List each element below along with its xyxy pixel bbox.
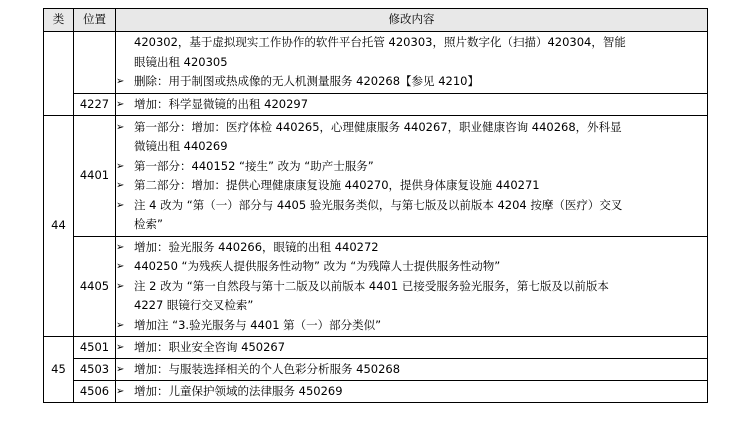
item-text: 4227 眼镜行交叉检索” bbox=[134, 298, 254, 313]
arrow-bullet-icon: ➢ bbox=[116, 261, 125, 273]
category-cell-empty bbox=[44, 32, 74, 116]
table-row bbox=[44, 359, 708, 381]
category-cell: 44 bbox=[44, 116, 74, 337]
item-text: 第一部分：增加：医疗体检 440265，心理健康服务 440267，职业健康咨询 440268，外科显 bbox=[134, 119, 622, 134]
list-item bbox=[116, 316, 707, 336]
item-text: 注 4 改为 “第（一）部分与 4405 验光服务类似，与第七版及以前版本 4204 按摩（医疗）交叉 bbox=[134, 197, 623, 212]
position-cell: 4506 bbox=[74, 381, 116, 403]
item-text: 增加：科学显微镜的出租 420297 bbox=[134, 96, 309, 111]
arrow-bullet-icon: ➢ bbox=[116, 241, 125, 253]
list-item bbox=[116, 382, 707, 402]
table-row bbox=[44, 116, 708, 237]
item-text: 删除：用于制图或热成像的无人机测量服务 420268【参见 4210】 bbox=[134, 74, 479, 89]
table-row bbox=[44, 237, 708, 337]
list-item bbox=[116, 257, 707, 277]
position-cell: 4501 bbox=[74, 337, 116, 359]
continuation-line: 眼镜出租 420305 bbox=[134, 54, 228, 69]
header-content: 修改内容 bbox=[116, 9, 708, 32]
item-text: 检索” bbox=[134, 217, 163, 231]
content-cell bbox=[116, 381, 708, 403]
item-text: 440250 “为残疾人提供服务性动物” 改为 “为残障人士提供服务性动物” bbox=[134, 259, 501, 274]
list-item bbox=[116, 118, 707, 157]
arrow-bullet-icon: ➢ bbox=[116, 180, 125, 191]
item-text: 增加：职业安全咨询 450267 bbox=[134, 339, 286, 354]
arrow-bullet-icon: ➢ bbox=[116, 385, 125, 397]
continuation-line: 420302，基于虚拟现实工作协作的软件平台托管 420303，照片数字化（扫描）420304，智能 bbox=[134, 35, 626, 50]
arrow-bullet-icon: ➢ bbox=[116, 341, 125, 353]
list-item bbox=[116, 72, 707, 92]
item-text: 增加注 “3.验光服务与 4401 第（一）部分类似” bbox=[134, 317, 382, 332]
header-position: 位置 bbox=[74, 9, 116, 32]
list-item bbox=[116, 238, 707, 258]
content-cell bbox=[116, 116, 708, 237]
arrow-bullet-icon: ➢ bbox=[116, 363, 125, 375]
item-text: 增加：与服装选择相关的个人色彩分析服务 450268 bbox=[134, 361, 401, 376]
list-item bbox=[116, 176, 707, 196]
table-row bbox=[44, 337, 708, 359]
content-cell bbox=[116, 237, 708, 337]
list-item bbox=[116, 95, 707, 115]
arrow-bullet-icon: ➢ bbox=[116, 160, 125, 172]
item-text: 第一部分：440152 “接生” 改为 “助产士服务” bbox=[134, 158, 374, 173]
arrow-bullet-icon: ➢ bbox=[116, 121, 125, 133]
arrow-bullet-icon: ➢ bbox=[116, 319, 125, 331]
item-text: 增加：儿童保护领域的法律服务 450269 bbox=[134, 383, 343, 398]
position-cell: 4227 bbox=[74, 94, 116, 116]
item-text: 微镜出租 440269 bbox=[134, 139, 228, 153]
list-item bbox=[116, 277, 707, 316]
table-row bbox=[44, 381, 708, 403]
position-cell: 4503 bbox=[74, 359, 116, 381]
arrow-bullet-icon: ➢ bbox=[116, 280, 125, 292]
content-cell bbox=[116, 337, 708, 359]
item-text: 增加：验光服务 440266，眼镜的出租 440272 bbox=[134, 239, 379, 254]
arrow-bullet-icon: ➢ bbox=[116, 98, 125, 110]
content-cell bbox=[116, 94, 708, 116]
item-text: 注 2 改为 “第一自然段与第十二版及以前版本 4401 已接受服务验光服务，第七版及以前版本 bbox=[134, 278, 609, 293]
content-cell bbox=[116, 359, 708, 381]
arrow-bullet-icon: ➢ bbox=[116, 76, 125, 88]
arrow-bullet-icon: ➢ bbox=[116, 199, 125, 211]
list-item bbox=[116, 360, 707, 380]
table-row bbox=[44, 32, 708, 94]
header-category: 类 bbox=[44, 9, 74, 32]
revision-table bbox=[43, 8, 708, 403]
table-header-row bbox=[44, 9, 708, 32]
list-item bbox=[116, 157, 707, 177]
position-cell: 4405 bbox=[74, 237, 116, 337]
content-cell bbox=[116, 32, 708, 94]
item-text: 第二部分：增加：提供心理健康康复设施 440270，提供身体康复设施 440271 bbox=[134, 178, 540, 192]
list-item bbox=[116, 338, 707, 358]
list-item bbox=[116, 196, 707, 235]
position-cell-empty bbox=[74, 32, 116, 94]
category-cell: 45 bbox=[44, 337, 74, 403]
table-row bbox=[44, 94, 708, 116]
position-cell: 4401 bbox=[74, 116, 116, 237]
